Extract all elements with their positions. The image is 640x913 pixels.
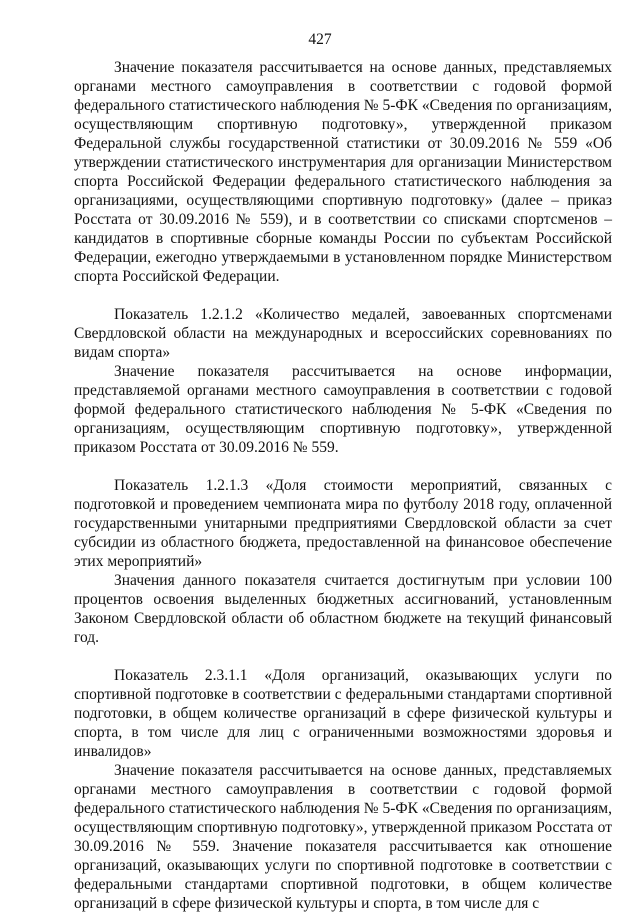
paragraph-indicator-1-2-1-3: Показатель 1.2.1.3 «Доля стоимости мероприятий, связанных с подготовкой и проведением чемпионата мира по футболу 2018 году, оплаченной государственными унитарными предприятиями Свердловской области за счет субсидии из областного бюджета, предоставленной на финансовое обеспечение этих мероприятий» (74, 477, 612, 570)
paragraph-indicator-2-3-1-1-method: Значение показателя рассчитывается на основе данных, представляемых органами местного самоуправления в соответствии с годовой формой федерального статистического наблюдения № 5-ФК «Сведения по организациям, осуществляющим спортивную подготовку», утвержденной приказом Росстата от 30.09.2016 № 559. Значение показателя рассчитывается как отношение организаций, оказывающих услуги по спортивной подготовке в соответствии с федеральными стандартами спортивной подготовки, в общем количестве организаций в сфере физической культуры и спорта, в том числе для с (74, 762, 612, 912)
paragraph-rosstat-source: Значение показателя рассчитывается на основе данных, представляемых органами местного самоуправления в соответствии с годовой формой федерального статистического наблюдения № 5-ФК «Сведения по организациям, осуществляющим спортивную подготовку», утвержденной приказом Федеральной службы государственной статистики от 30.09.2016 № 559 «Об утверждении статистического инструментария для организации Министерством спорта Российской Федерации федерального статистического наблюдения за организациями, осуществляющими спортивную подготовку» (далее – приказ Росстата от 30.09.2016 № 559), и в соответствии со списками спортсменов – кандидатов в спортивные сборные команды России по субъектам Российской Федерации, ежегодно утверждаемыми в установленном порядке Министерством спорта Российской Федерации. (74, 59, 612, 285)
paragraph-indicator-1-2-1-2: Показатель 1.2.1.2 «Количество медалей, завоеванных спортсменами Свердловской области на международных и всероссийских соревнованиях по видам спорта» (74, 306, 612, 361)
paragraph-indicator-1-2-1-3-method: Значения данного показателя считается достигнутым при условии 100 процентов освоения выделенных бюджетных ассигнований, установленным Законом Свердловской области об областном бюджете на текущий финансовый год. (74, 572, 612, 646)
paragraph-indicator-2-3-1-1: Показатель 2.3.1.1 «Доля организаций, оказывающих услуги по спортивной подготовке в соответствии с федеральными стандартами спортивной подготовки, в общем количестве организаций в сфере физической культуры и спорта, в том числе для лиц с ограниченными возможностями здоровья и инвалидов» (74, 667, 612, 760)
paragraph-gap (74, 286, 612, 305)
page-number: 427 (308, 31, 332, 48)
paragraph-gap (74, 457, 612, 476)
paragraph-indicator-1-2-1-2-method: Значение показателя рассчитывается на основе информации, представляемой органами местного самоуправления в соответствии с годовой формой федерального статистического наблюдения № 5-ФК «Сведения по организациям, осуществляющим спортивную подготовку», утвержденной приказом Росстата от 30.09.2016 № 559. (74, 363, 612, 456)
page-body (74, 58, 612, 913)
paragraph-gap (74, 647, 612, 666)
